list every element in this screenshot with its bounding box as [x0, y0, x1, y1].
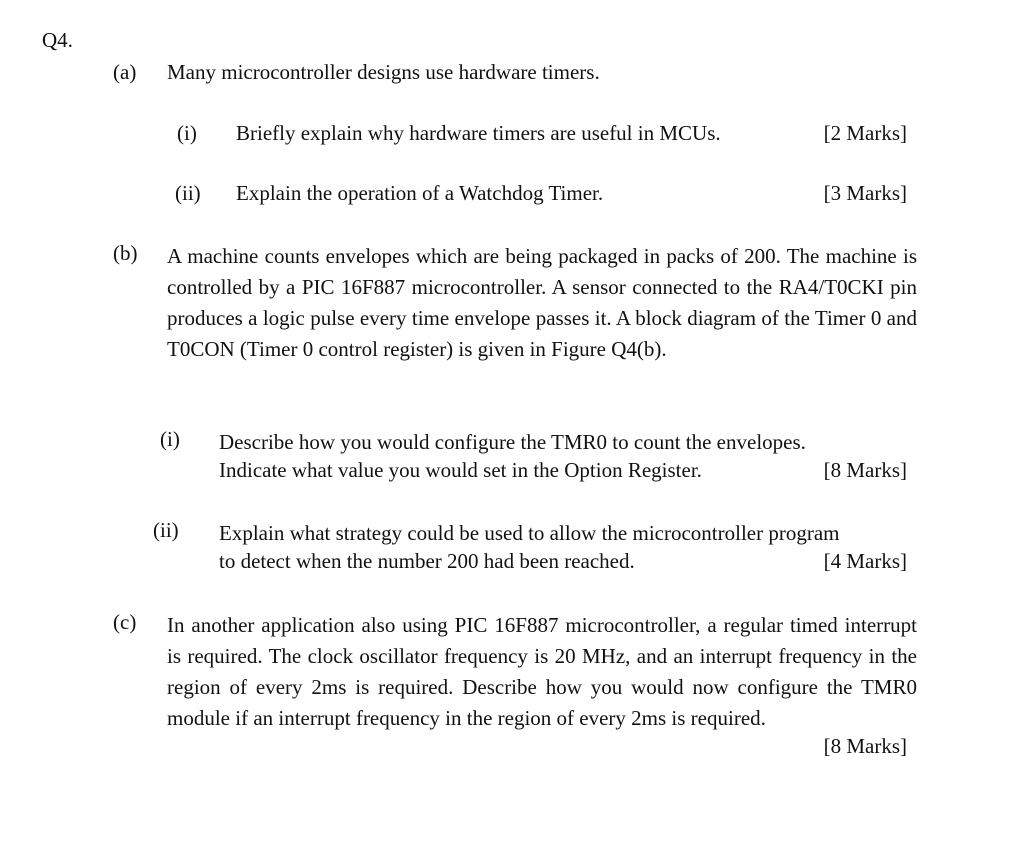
part-b-i-marks: [8 Marks] [823, 458, 907, 482]
part-b-ii-marks: [4 Marks] [823, 549, 907, 573]
part-a-ii-label: (ii) [175, 181, 201, 205]
part-b-ii-label: (ii) [153, 518, 179, 542]
part-c-label: (c) [113, 610, 137, 634]
part-b-text: A machine counts envelopes which are being packaged in packs of 200. The machine is controlled by a PIC 16F887 microcontroller. A sensor connected to the RA4/T0CKI pin produces a logic pulse every time envelope passes it. A block diagram of the Timer 0 and T0CON (Timer 0 control register) is given in Figure Q4(b). [167, 244, 917, 361]
part-a-ii-marks: [3 Marks] [823, 181, 907, 205]
part-b-ii-line2: to detect when the number 200 had been reached. [219, 549, 635, 573]
part-a-text: Many microcontroller designs use hardware timers. [167, 60, 600, 84]
part-a-i-label: (i) [177, 121, 197, 145]
part-a-i-text: Briefly explain why hardware timers are useful in MCUs. [236, 121, 721, 145]
part-a-label: (a) [113, 60, 137, 84]
part-b-i-line1: Describe how you would configure the TMR0 to count the envelopes. [219, 430, 806, 454]
part-c-text: In another application also using PIC 16F887 microcontroller, a regular timed interrupt is required. The clock oscillator frequency is 20 MHz, and an interrupt frequency in the region of every 2ms is required. Describe how you would now configure the TMR0 module if an interrupt frequency in the region of every 2ms is required. [167, 613, 917, 730]
part-a-i-marks: [2 Marks] [823, 121, 907, 145]
part-b-ii-line1: Explain what strategy could be used to allow the microcontroller program [219, 521, 840, 545]
part-b-label: (b) [113, 241, 138, 265]
part-a-ii-text: Explain the operation of a Watchdog Timer. [236, 181, 604, 205]
question-number: Q4. [42, 28, 73, 52]
part-b-i-label: (i) [160, 427, 180, 451]
part-b-i-line2: Indicate what value you would set in the Option Register. [219, 458, 702, 482]
part-c-marks: [8 Marks] [823, 734, 907, 758]
